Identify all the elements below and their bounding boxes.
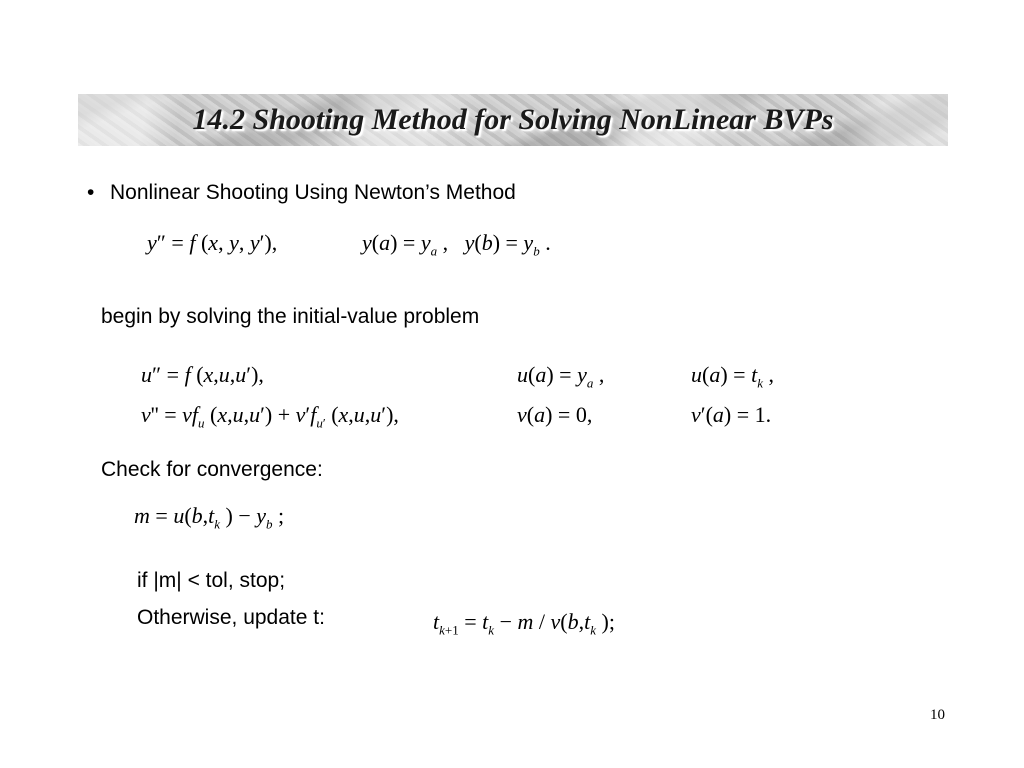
slide-title: 14.2 Shooting Method for Solving NonLinear BVPs xyxy=(192,103,834,136)
ivp-equation-u: u″ = f (x,u,u′), xyxy=(141,362,264,387)
title-banner xyxy=(78,94,948,146)
bullet-heading: Nonlinear Shooting Using Newton’s Method xyxy=(110,181,516,204)
ivp-equation-v: $v'' = vf_u$ $(x,u,u') + v'f_{u'}$ (x,u,u′), xyxy=(141,402,399,431)
stop-condition-text: if |m| < tol, stop; xyxy=(137,569,286,592)
ivp-condition-ua-ya: $u(a) = y_a$ , xyxy=(517,362,605,391)
bvp-conditions: $y(a) = y_a$ , $y(b) = y_b$ . xyxy=(362,230,551,259)
update-equation: $t_{k+1} = t_k - m / v(b,t_k$ ); xyxy=(433,609,615,638)
page-number: 10 xyxy=(930,707,945,723)
update-label: Otherwise, update t: xyxy=(137,606,325,629)
ivp-condition-va: v(a) = 0, xyxy=(517,402,593,427)
ivp-condition-ua-tk: $u(a) = t_k$ , xyxy=(691,362,774,391)
convergence-equation: $m = u(b,t_k$ ) − $y_b$ ; xyxy=(134,503,285,532)
bvp-equation: y″ = f (x, y, y′), xyxy=(147,230,278,255)
convergence-label: Check for convergence: xyxy=(101,458,323,481)
ivp-condition-vprime-a: v′(a) = 1. xyxy=(691,402,772,427)
bullet-marker: • xyxy=(87,181,95,204)
ivp-intro-text: begin by solving the initial-value problem xyxy=(101,305,480,328)
